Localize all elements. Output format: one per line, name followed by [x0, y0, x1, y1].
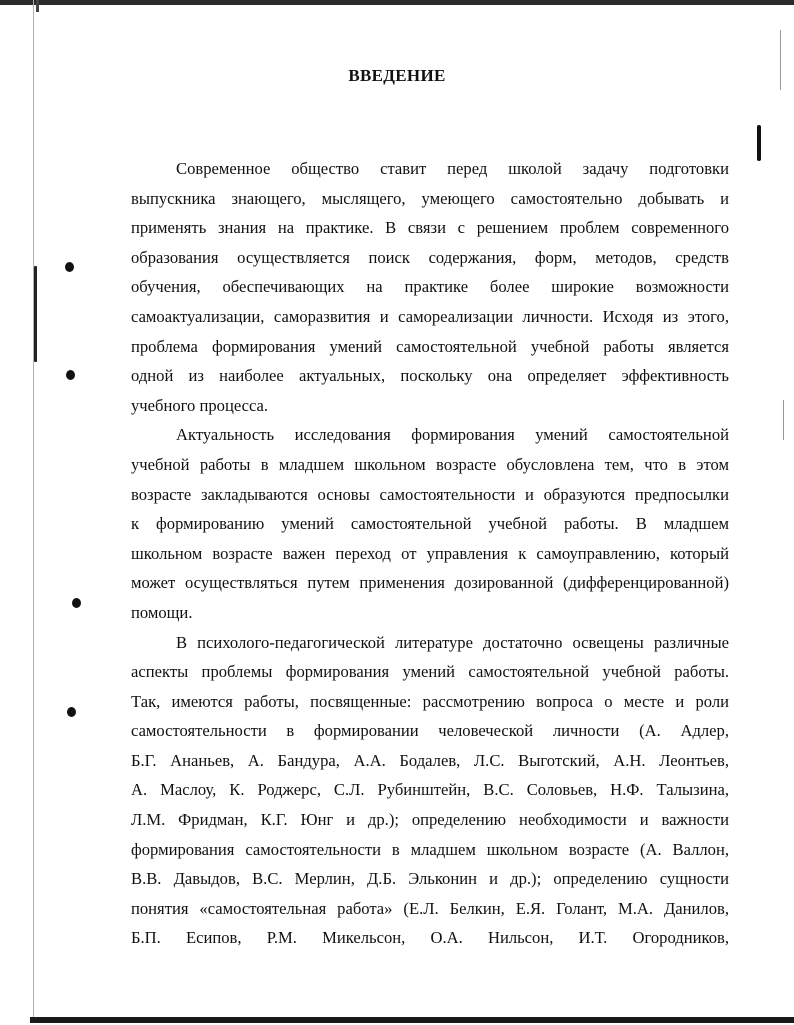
text-line: Современное общество ставит перед школой задачу подготовки [176, 159, 729, 178]
punch-hole [65, 262, 74, 272]
text-line: может осуществляться путем применения дозированной (дифференцированной) [131, 573, 729, 593]
text-line: формирования самостоятельности в младшем школьном возрасте (А. Валлон, [131, 839, 729, 859]
text-line: понятия «самостоятельная работа» (Е.Л. Белкин, Е.Я. Голант, М.А. Данилов, [131, 898, 729, 918]
text-line: В.В. Давыдов, В.С. Мерлин, Д.Б. Эльконин и др.); определению сущности [131, 869, 729, 889]
text-line: В психолого-педагогической литературе достаточно освещены различные [176, 632, 729, 652]
punch-hole [72, 598, 81, 608]
text-line: применять знания на практике. В связи с решением проблем современного [131, 218, 729, 238]
text-line: А. Маслоу, К. Роджерс, С.Л. Рубинштейн, В.С. Соловьев, Н.Ф. Талызина, [131, 780, 729, 800]
text-line: учебной работы в младшем школьном возрасте обусловлена тем, что в этом [131, 454, 729, 474]
page-title: ВВЕДЕНИЕ [348, 66, 446, 85]
text-line: возрасте закладываются основы самостоятельности и образуются предпосылки [131, 484, 729, 504]
text-line: самоактуализации, саморазвития и самореализации личности. Исходя из этого, [131, 306, 729, 326]
paragraph-1 [131, 154, 729, 420]
text-line: школьном возрасте важен переход от управления к самоуправлению, который [131, 543, 729, 563]
scan-mark-right [757, 125, 761, 161]
text-line: к формированию умений самостоятельной учебной работы. В младшем [131, 514, 729, 534]
text-line: Б.Г. Ананьев, А. Бандура, А.А. Бодалев, Л.С. Выготский, А.Н. Леонтьев, [131, 750, 729, 770]
scan-edge-mark [36, 0, 39, 12]
text-line: учебного процесса. [131, 395, 269, 415]
paragraph-3 [131, 628, 729, 954]
text-line: Л.М. Фридман, К.Г. Юнг и др.); определению необходимости и важности [131, 810, 729, 830]
binding-mark [34, 266, 37, 362]
scan-edge-bottom [30, 1017, 794, 1023]
text-line: выпускника знающего, мыслящего, умеющего самостоятельно добывать и [131, 188, 729, 208]
text-line: Так, имеются работы, посвященные: рассмотрению вопроса о месте и роли [131, 691, 729, 711]
text-line: Актуальность исследования формирования умений самостоятельной [176, 425, 729, 445]
scan-tick [783, 400, 784, 440]
text-line: обучения, обеспечивающих на практике более широкие возможности [131, 277, 729, 297]
text-line: самостоятельности в формировании человеческой личности (А. Адлер, [131, 721, 729, 741]
punch-hole [67, 707, 76, 717]
text-line: одной из наиболее актуальных, поскольку она определяет эффективность [131, 366, 729, 386]
text-line: Б.П. Есипов, Р.М. Микельсон, О.А. Нильсон, И.Т. Огородников, [131, 928, 729, 948]
text-line: аспекты проблемы формирования умений самостоятельной учебной работы. [131, 662, 729, 682]
scan-edge-left [33, 0, 34, 1017]
paragraph-2 [131, 420, 729, 627]
text-line: образования осуществляется поиск содержания, форм, методов, средств [131, 247, 729, 267]
text-line: проблема формирования умений самостоятельной учебной работы является [131, 336, 729, 356]
text-line: помощи. [131, 602, 193, 622]
body-text [131, 154, 729, 953]
punch-hole [66, 370, 75, 380]
scan-edge-top [0, 0, 794, 5]
